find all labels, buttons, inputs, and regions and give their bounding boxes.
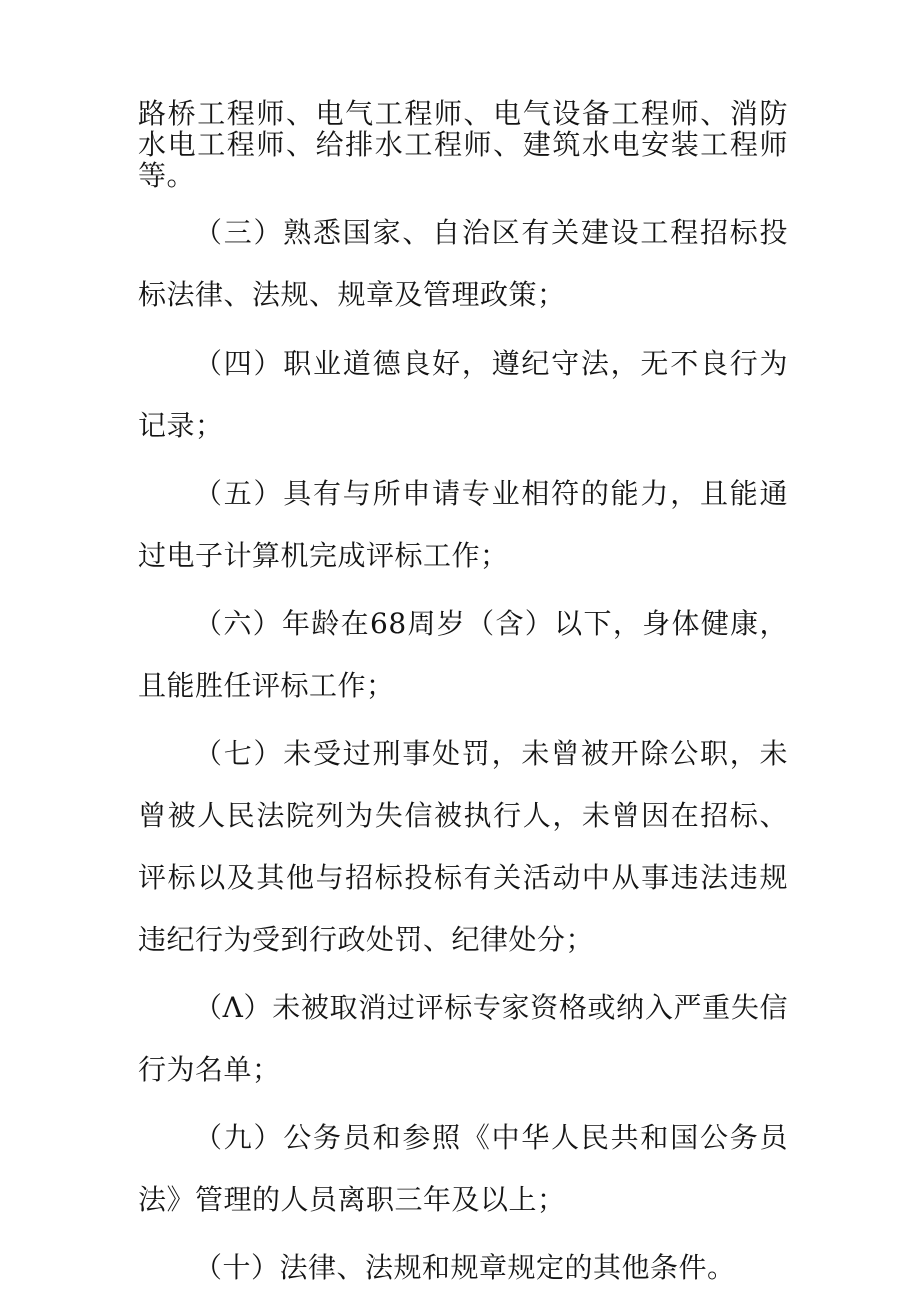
paragraph-condition-9: （九）公务员和参照《中华人民共和国公务员法》管理的人员离职三年及以上； — [138, 1121, 788, 1216]
paragraph-condition-7: （七）未受过刑事处罚，未曾被开除公职，未曾被人民法院列为失信被执行人，未曾因在招标、评标以及其他与招标投标有关活动中从事违法违规违纪行为受到行政处罚、纪律处分； — [138, 737, 788, 956]
paragraph-condition-6: （六）年龄在68周岁（含）以下，身体健康，且能胜任评标工作； — [138, 607, 788, 702]
paragraph-engineer-list: 路桥工程师、电气工程师、电气设备工程师、消防水电工程师、给排水工程师、建筑水电安装工程师等。 — [138, 97, 788, 192]
paragraph-condition-8: （Λ）未被取消过评标专家资格或纳入严重失信行为名单； — [138, 991, 788, 1086]
document-body — [138, 98, 788, 1299]
paragraph-condition-4: （四）职业道德良好，遵纪守法，无不良行为记录； — [138, 347, 788, 442]
paragraph-condition-5: （五）具有与所申请专业相符的能力，且能通过电子计算机完成评标工作； — [138, 477, 788, 572]
paragraph-condition-3: （三）熟悉国家、自治区有关建设工程招标投标法律、法规、规章及管理政策； — [138, 216, 788, 311]
paragraph-condition-10: （十）法律、法规和规章规定的其他条件。 — [194, 1251, 736, 1284]
